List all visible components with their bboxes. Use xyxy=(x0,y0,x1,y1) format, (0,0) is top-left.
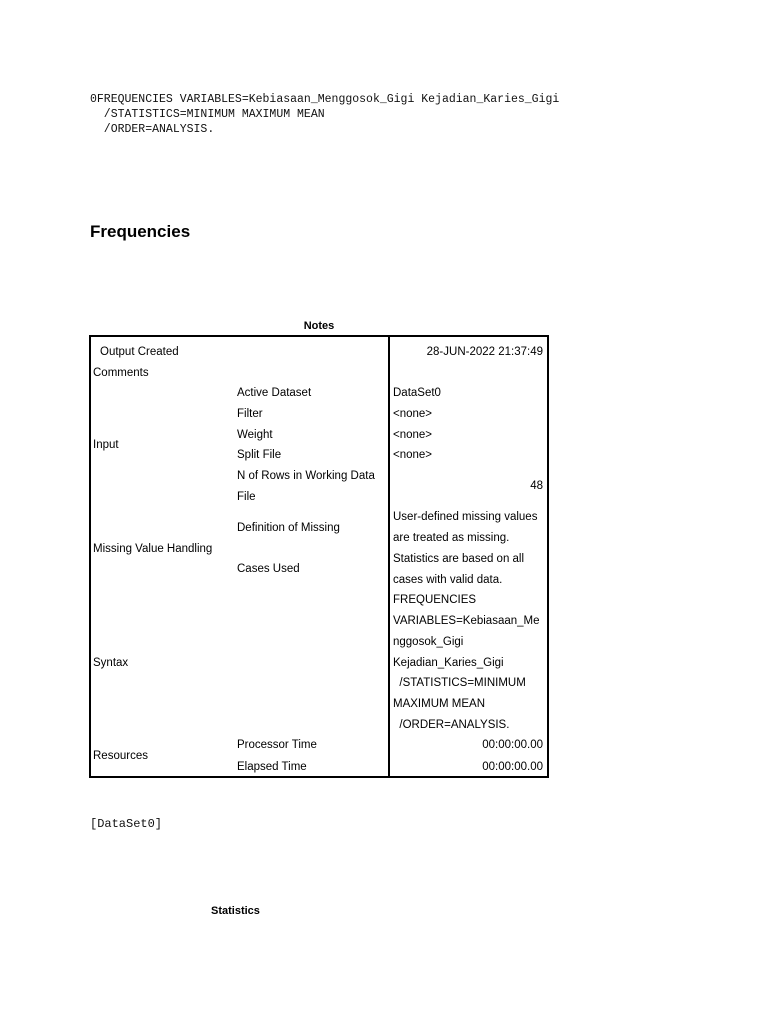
syntax-value-line: Kejadian_Karies_Gigi xyxy=(393,657,504,669)
page-title: Frequencies xyxy=(90,222,191,241)
elapsed-time-label: Elapsed Time xyxy=(237,761,307,773)
syntax-label: Syntax xyxy=(93,657,129,669)
weight-value: <none> xyxy=(393,429,433,441)
syntax-value-line: VARIABLES=Kebiasaan_Me xyxy=(393,615,540,627)
comments-label: Comments xyxy=(93,367,149,379)
active-dataset-value: DataSet0 xyxy=(393,387,441,399)
weight-label: Weight xyxy=(237,429,273,441)
filter-label: Filter xyxy=(237,408,263,420)
split-file-value: <none> xyxy=(393,449,433,461)
n-rows-value: 48 xyxy=(530,480,543,492)
definition-of-missing-value: User-defined missing values xyxy=(393,511,538,523)
syntax-value-line: /ORDER=ANALYSIS. xyxy=(393,719,510,731)
missing-value-handling-label: Missing Value Handling xyxy=(93,543,213,555)
notes-table xyxy=(89,335,549,778)
syntax-value-line: FREQUENCIES xyxy=(393,594,477,606)
resources-label: Resources xyxy=(93,750,148,762)
output-created-label: Output Created xyxy=(100,346,179,358)
input-label: Input xyxy=(93,439,119,451)
filter-value: <none> xyxy=(393,408,433,420)
cases-used-label: Cases Used xyxy=(237,563,300,575)
syntax-line: /STATISTICS=MINIMUM MAXIMUM MEAN xyxy=(90,108,325,121)
n-rows-label: N of Rows in Working Data xyxy=(237,470,375,482)
syntax-code-block xyxy=(90,92,559,137)
syntax-value-line: /STATISTICS=MINIMUM xyxy=(393,677,526,689)
output-created-value: 28-JUN-2022 21:37:49 xyxy=(426,346,543,358)
dataset-tag: [DataSet0] xyxy=(90,817,163,831)
processor-time-label: Processor Time xyxy=(237,739,317,751)
active-dataset-label: Active Dataset xyxy=(237,387,312,399)
notes-table-caption: Notes xyxy=(303,320,335,332)
definition-of-missing-value-cont: are treated as missing. xyxy=(393,532,510,544)
statistics-table-caption: Statistics xyxy=(211,905,260,917)
syntax-line: /ORDER=ANALYSIS. xyxy=(90,123,215,136)
syntax-value-line: MAXIMUM MEAN xyxy=(393,698,485,710)
cases-used-value: Statistics are based on all xyxy=(393,553,525,565)
syntax-line: 0FREQUENCIES VARIABLES=Kebiasaan_Menggosok_Gigi Kejadian_Karies_Gigi xyxy=(90,93,560,106)
column-divider xyxy=(388,337,390,776)
split-file-label: Split File xyxy=(237,449,282,461)
syntax-value-line: nggosok_Gigi xyxy=(393,636,464,648)
n-rows-label-cont: File xyxy=(237,491,256,503)
definition-of-missing-label: Definition of Missing xyxy=(237,522,340,534)
processor-time-value: 00:00:00.00 xyxy=(482,739,543,751)
cases-used-value-cont: cases with valid data. xyxy=(393,574,503,586)
elapsed-time-value: 00:00:00.00 xyxy=(482,761,543,773)
